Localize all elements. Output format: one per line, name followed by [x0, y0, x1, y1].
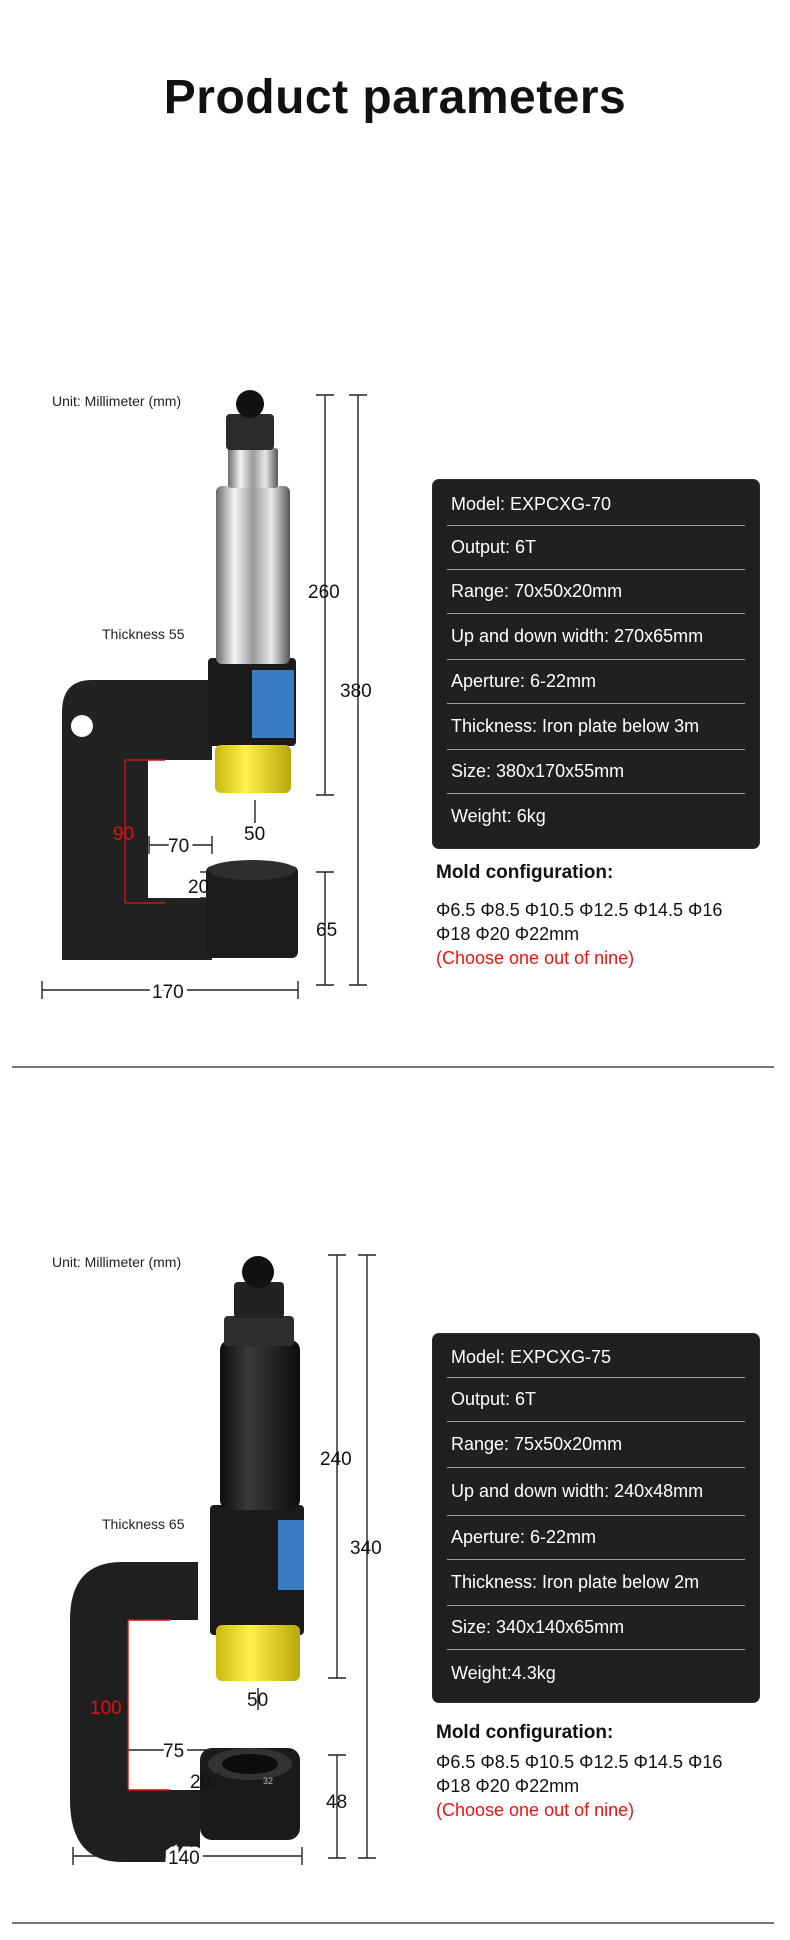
spec-row: Range: 75x50x20mm: [447, 1422, 745, 1468]
black-cylinder: [220, 1340, 300, 1510]
dim-width: 140: [168, 1848, 200, 1869]
dim-upper-height: 240: [320, 1449, 352, 1470]
dim-throat-depth: 90: [113, 824, 135, 845]
thickness-label: Thickness 55: [102, 626, 185, 642]
die-hole: [222, 1754, 278, 1774]
spec-row: Output: 6T: [447, 526, 745, 570]
mold-sizes-line2: Φ18 Φ20 Φ22mm: [436, 924, 580, 944]
spec-row: Thickness: Iron plate below 2m: [447, 1560, 745, 1606]
spec-row: Size: 340x140x65mm: [447, 1606, 745, 1650]
dim-gap: 20: [190, 1772, 212, 1793]
dim-lower-height: 65: [316, 920, 338, 941]
mold-note: (Choose one out of nine): [436, 948, 635, 968]
spec-row: Aperture: 6-22mm: [447, 660, 745, 704]
unit-label: Unit: Millimeter (mm): [52, 1254, 182, 1270]
spec-row: Weight: 6kg: [451, 805, 546, 826]
dim-throat-width: 75: [163, 1741, 185, 1762]
top-nut: [224, 1316, 294, 1346]
dim-throat-depth: 100: [90, 1698, 122, 1719]
spec-row: Output: 6T: [447, 1378, 745, 1422]
mold-note: (Choose one out of nine): [436, 1800, 635, 1820]
spec-row: Range: 70x50x20mm: [447, 570, 745, 614]
dim-lower-height: 48: [326, 1792, 348, 1813]
top-cap: [242, 1256, 274, 1288]
dim-total-height: 380: [340, 681, 372, 702]
spec-row: Size: 380x170x55mm: [447, 750, 745, 794]
spec-row: Up and down width: 270x65mm: [447, 614, 745, 660]
spec-row: Model: EXPCXG-75: [447, 1338, 745, 1378]
dim-throat-width: 70: [168, 836, 190, 857]
mold-sizes-line1: Φ6.5 Φ8.5 Φ10.5 Φ12.5 Φ14.5 Φ16: [436, 900, 723, 920]
unit-label: Unit: Millimeter (mm): [52, 393, 182, 409]
mold-title: Mold configuration:: [436, 1722, 614, 1743]
dim-gap: 20: [188, 877, 210, 898]
spec-row: Up and down width: 240x48mm: [447, 1468, 745, 1516]
mold-title: Mold configuration:: [436, 862, 614, 883]
spec-row: Model: EXPCXG-70: [447, 484, 745, 526]
dim-punch-offset: 50: [244, 824, 266, 845]
spec-panel-2: [433, 1334, 759, 1702]
spec-row: Thickness: Iron plate below 3m: [447, 704, 745, 750]
page-title: Product parameters: [163, 71, 627, 124]
section-divider: [12, 1922, 774, 1924]
dim-width: 170: [152, 982, 184, 1003]
yellow-punch: [216, 1625, 300, 1681]
dim-punch-offset: 50: [247, 1690, 269, 1711]
die-size-label: 32: [263, 1776, 274, 1786]
mold-sizes-line2: Φ18 Φ20 Φ22mm: [436, 1776, 580, 1796]
spec-row: Aperture: 6-22mm: [447, 1516, 745, 1560]
blue-label: [278, 1520, 304, 1590]
mold-sizes-line1: Φ6.5 Φ8.5 Φ10.5 Φ12.5 Φ14.5 Φ16: [436, 1752, 723, 1772]
dim-total-height: 340: [350, 1538, 382, 1559]
dim-upper-height: 260: [308, 582, 340, 603]
thickness-label: Thickness 65: [102, 1516, 185, 1532]
spec-row: Weight:4.3kg: [451, 1662, 556, 1683]
